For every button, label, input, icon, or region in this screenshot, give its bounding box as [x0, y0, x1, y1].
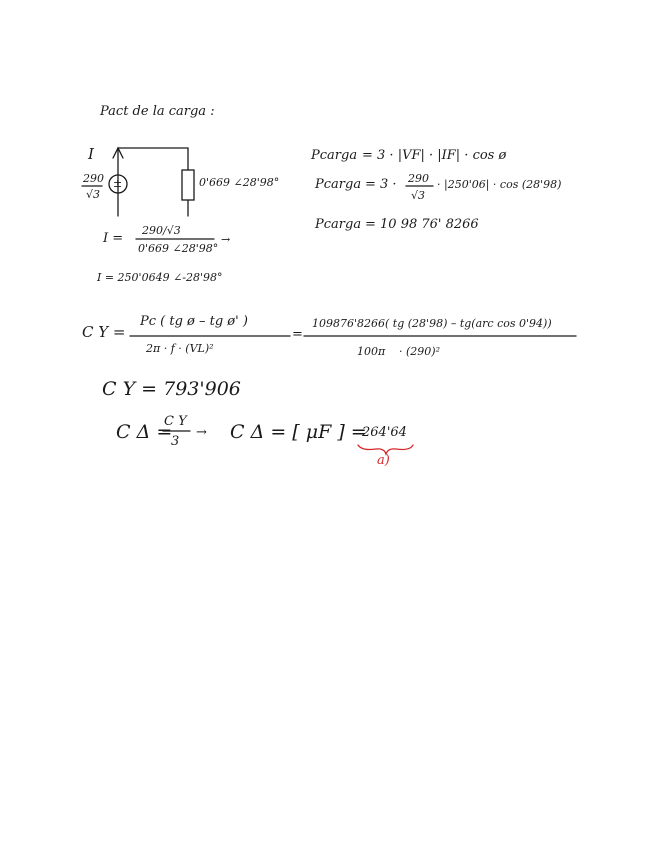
power-line2-num: 290 — [408, 172, 429, 185]
load-resistor-icon — [182, 170, 194, 200]
source-voltage-num: 290 — [83, 172, 104, 185]
cd-fraction-num: C Y — [164, 414, 187, 429]
current-result: I = 250'0649 ∠-28'98° — [97, 271, 223, 284]
cy-lhs: C Y = — [82, 323, 126, 341]
current-arrow — [113, 148, 123, 158]
power-line2-den: √3 — [411, 189, 426, 202]
power-line2-post: · |250'06| · cos (28'98) — [437, 178, 562, 191]
load-impedance: 0'669 ∠28'98° — [199, 176, 280, 189]
power-line2-pre: = 3 · — [365, 177, 397, 192]
formula-numerator: Pc ( tg ø – tg ø' ) — [140, 314, 248, 329]
cd-value: 264'64 — [362, 425, 407, 440]
subst-denominator-a: 100π — [357, 345, 386, 358]
cd-fraction-den: 3 — [171, 434, 180, 449]
power-line1-rhs: = 3 · |VF| · |IF| · cos ø — [362, 148, 507, 163]
cd-arrow: → — [196, 425, 207, 440]
circuit-wire — [118, 148, 188, 216]
power-line2-lhs: Pcarga — [315, 177, 362, 192]
subst-numerator: 109876'8266( tg (28'98) – tg(arc cos 0'94)) — [312, 317, 552, 330]
current-arrow-text: → — [221, 233, 231, 246]
current-numerator: 290/√3 — [142, 224, 181, 237]
current-label: I — [88, 145, 94, 163]
power-line3-lhs: Pcarga — [315, 217, 362, 232]
subst-denominator-b: · (290)² — [399, 345, 440, 358]
current-lhs: I = — [103, 231, 124, 246]
power-line3-rhs: = 10 98 76' 8266 — [365, 217, 479, 232]
answer-label: a) — [377, 453, 390, 468]
cy-result: C Y = 793'906 — [102, 378, 241, 400]
formula-denominator: 2π · f · (VL)² — [146, 342, 214, 355]
source-voltage-den: √3 — [86, 188, 101, 201]
source-symbol: ± — [113, 177, 123, 190]
section-heading: Pact de la carga : — [100, 104, 215, 119]
cd-unit: C Δ = [ μF ] = — [230, 421, 367, 443]
current-denominator: 0'669 ∠28'98° — [138, 242, 219, 255]
power-line1-lhs: Pcarga — [311, 148, 358, 163]
cd-lhs: C Δ = — [116, 421, 173, 443]
formula-equals: = — [292, 327, 303, 342]
